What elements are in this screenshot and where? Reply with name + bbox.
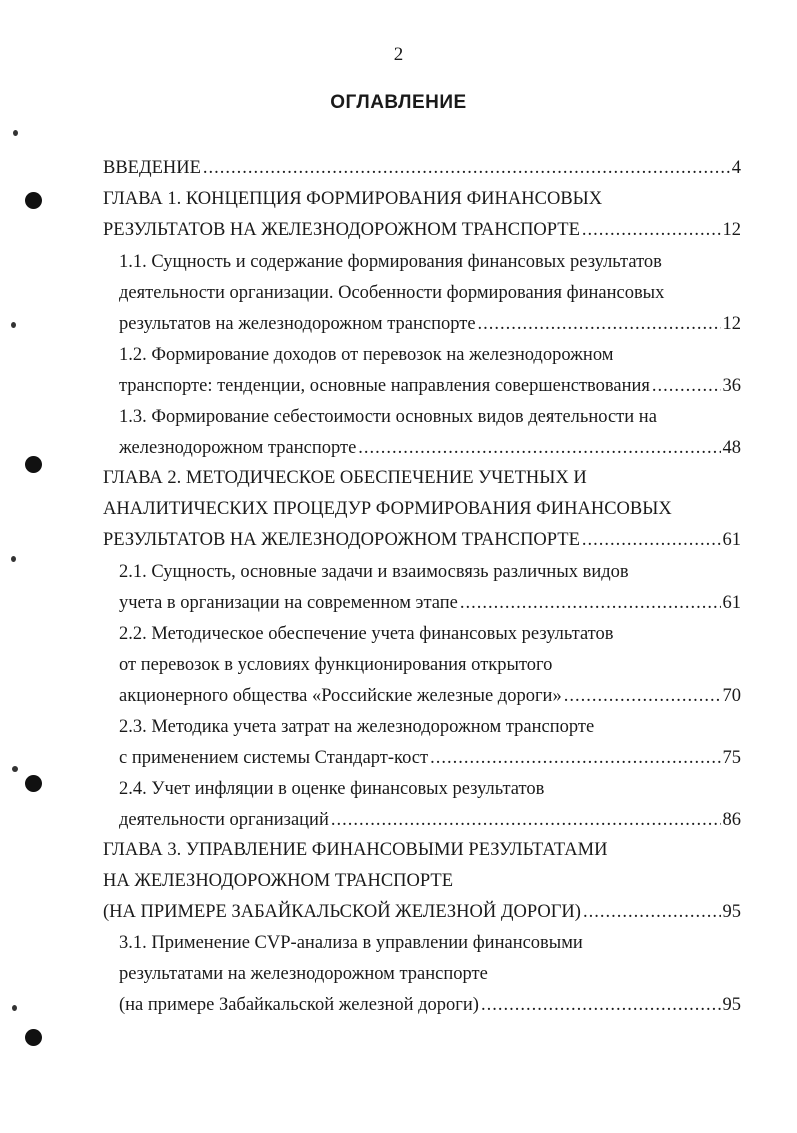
leader-dots xyxy=(358,436,720,460)
leader-dots xyxy=(583,900,721,924)
toc-entry-text: железнодорожном транспорте xyxy=(119,438,357,458)
toc-entry-text: (на примере Забайкальской железной дороги) xyxy=(119,995,479,1015)
toc-section-2-1-line-1[interactable]: 2.1. Сущность, основные задачи и взаимосвязь различных видов xyxy=(119,562,629,582)
toc-chapter-2-line-2[interactable]: АНАЛИТИЧЕСКИХ ПРОЦЕДУР ФОРМИРОВАНИЯ ФИНАНСОВЫХ xyxy=(103,499,672,519)
toc-section-2-2-line-2[interactable]: от перевозок в условиях функционирования открытого xyxy=(119,655,553,675)
toc-chapter-3-line-2[interactable]: НА ЖЕЛЕЗНОДОРОЖНОМ ТРАНСПОРТЕ xyxy=(103,871,454,891)
toc-entry-text: учета в организации на современном этапе xyxy=(119,593,458,613)
toc-section-3-1-line-1[interactable]: 3.1. Применение CVP-анализа в управлении финансовыми xyxy=(119,933,583,953)
toc-section-1-2[interactable] xyxy=(119,374,741,398)
toc-section-1-1[interactable] xyxy=(119,312,741,336)
toc-chapter-1[interactable] xyxy=(103,218,741,242)
toc-chapter-3-line-1[interactable]: ГЛАВА 3. УПРАВЛЕНИЕ ФИНАНСОВЫМИ РЕЗУЛЬТАТАМИ xyxy=(103,840,608,860)
leader-dots xyxy=(652,374,721,398)
leader-dots xyxy=(430,746,720,770)
toc-chapter-2-line-1[interactable]: ГЛАВА 2. МЕТОДИЧЕСКОЕ ОБЕСПЕЧЕНИЕ УЧЕТНЫХ И xyxy=(103,468,587,488)
toc-section-1-1-line-1[interactable]: 1.1. Сущность и содержание формирования финансовых результатов xyxy=(119,252,662,272)
toc-chapter-2[interactable] xyxy=(103,528,741,552)
leader-dots xyxy=(478,312,721,336)
toc-entry-page: 75 xyxy=(722,748,741,768)
toc-entry-text: результатов на железнодорожном транспорте xyxy=(119,314,476,334)
toc-entry-text: ВВЕДЕНИЕ xyxy=(103,158,201,178)
toc-section-2-1[interactable] xyxy=(119,591,741,615)
toc-title: ОГЛАВЛЕНИЕ xyxy=(330,92,467,113)
leader-dots xyxy=(331,808,721,832)
toc-entry-page: 86 xyxy=(722,810,741,830)
toc-section-2-2[interactable] xyxy=(119,684,741,708)
leader-dots xyxy=(582,528,721,552)
toc-chapter-3[interactable] xyxy=(103,900,741,924)
toc-entry-text: транспорте: тенденции, основные направления совершенствования xyxy=(119,376,650,396)
toc-section-2-4-line-1[interactable]: 2.4. Учет инфляции в оценке финансовых результатов xyxy=(119,779,545,799)
toc-entry-text: с применением системы Стандарт-кост xyxy=(119,748,429,768)
leader-dots xyxy=(481,993,721,1017)
toc-entry-page: 95 xyxy=(722,995,741,1015)
toc-entry-text: РЕЗУЛЬТАТОВ НА ЖЕЛЕЗНОДОРОЖНОМ ТРАНСПОРТЕ xyxy=(103,530,580,550)
toc-entry-text: деятельности организаций xyxy=(119,810,329,830)
toc-entry-text: РЕЗУЛЬТАТОВ НА ЖЕЛЕЗНОДОРОЖНОМ ТРАНСПОРТЕ xyxy=(103,220,580,240)
toc-section-3-1-line-2[interactable]: результатами на железнодорожном транспорте xyxy=(119,964,488,984)
toc-entry-page: 12 xyxy=(722,314,741,334)
toc-section-2-3-line-1[interactable]: 2.3. Методика учета затрат на железнодорожном транспорте xyxy=(119,717,595,737)
toc-section-1-2-line-1[interactable]: 1.2. Формирование доходов от перевозок на железнодорожном xyxy=(119,345,614,365)
toc-section-1-3-line-1[interactable]: 1.3. Формирование себестоимости основных видов деятельности на xyxy=(119,407,657,427)
toc-section-1-3[interactable] xyxy=(119,436,741,460)
toc-entry-page: 48 xyxy=(722,438,741,458)
leader-dots xyxy=(582,218,721,242)
toc-section-3-1[interactable] xyxy=(119,993,741,1017)
toc-entry-page: 12 xyxy=(722,220,741,240)
toc-chapter-1-line-1[interactable]: ГЛАВА 1. КОНЦЕПЦИЯ ФОРМИРОВАНИЯ ФИНАНСОВЫХ xyxy=(103,189,603,209)
leader-dots xyxy=(564,684,721,708)
toc-entry-page: 70 xyxy=(722,686,741,706)
toc-entry-page: 61 xyxy=(722,593,741,613)
toc-section-2-3[interactable] xyxy=(119,746,741,770)
toc-entry-intro[interactable] xyxy=(103,156,741,180)
toc-entry-page: 61 xyxy=(722,530,741,550)
toc-section-2-2-line-1[interactable]: 2.2. Методическое обеспечение учета финансовых результатов xyxy=(119,624,614,644)
toc-entry-page: 95 xyxy=(722,902,741,922)
toc-entry-page: 36 xyxy=(722,376,741,396)
toc-section-1-1-line-2[interactable]: деятельности организации. Особенности формирования финансовых xyxy=(119,283,665,303)
page-number: 2 xyxy=(393,44,404,65)
leader-dots xyxy=(460,591,721,615)
toc-section-2-4[interactable] xyxy=(119,808,741,832)
leader-dots xyxy=(203,156,730,180)
toc-entry-text: акционерного общества «Российские железные дороги» xyxy=(119,686,562,706)
toc-entry-text: (НА ПРИМЕРЕ ЗАБАЙКАЛЬСКОЙ ЖЕЛЕЗНОЙ ДОРОГИ) xyxy=(103,902,581,922)
toc-entry-page: 4 xyxy=(731,158,741,178)
